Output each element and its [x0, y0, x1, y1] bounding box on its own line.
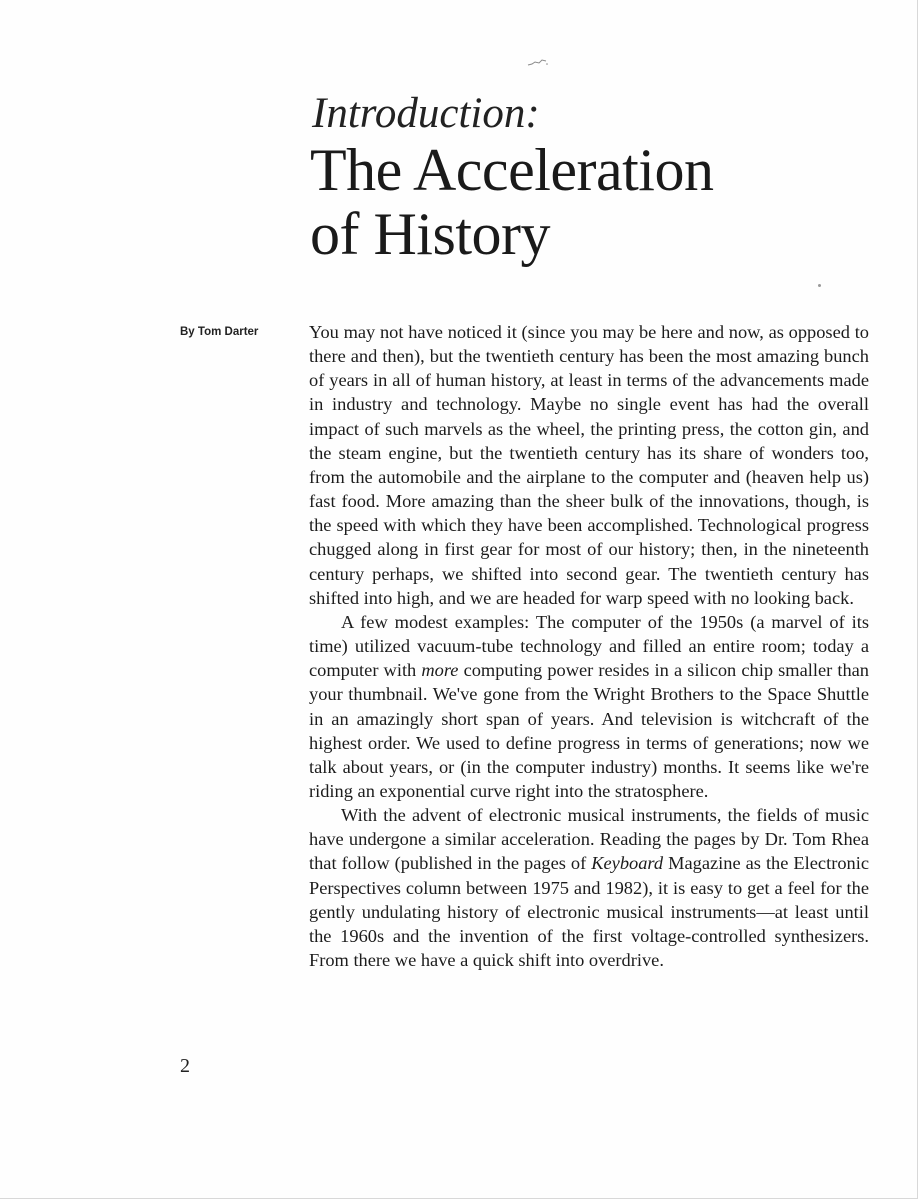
emphasis-keyboard: Keyboard	[591, 853, 664, 874]
page-number: 2	[180, 1055, 190, 1077]
paragraph-1: You may not have noticed it (since you may be here and now, as opposed to there and then), but the twentieth century has been the most amazing bunch of years in all of human history, at least in terms of the advancements made in industry and technology. Maybe no single event has had the overall impact of such marvels as the wheel, the printing press, the cotton gin, and the steam engine, but the twentieth century has its share of wonders too, from the automobile and the airplane to the computer and (heaven help us) fast food. More amazing than the sheer bulk of the innovations, though, is the speed with which they have been accomplished. Technological progress chugged along in first gear for most of our history; then, in the nineteenth century perhaps, we shifted into second gear. The twentieth century has shifted into high, and we are headed for warp speed with no looking back.	[309, 322, 869, 608]
paragraph-2: A few modest examples: The computer of the 1950s (a marvel of its time) utilized vacuum-tube technology and filled an entire room; today a computer with more computing power resides in a silicon chip smaller than your thumbnail. We've gone from the Wright Brothers to the Space Shuttle in an amazingly short span of years. And television is witchcraft of the highest order. We used to define progress in terms of generations; now we talk about years, or (in the computer industry) months. It seems like we're riding an exponential curve right into the stratosphere.	[309, 611, 869, 801]
article-body	[309, 320, 869, 972]
title-kicker: Introduction:	[312, 90, 540, 137]
emphasis-more: more	[421, 660, 459, 681]
print-dust-dot	[818, 284, 821, 287]
author-byline: By Tom Darter	[180, 326, 259, 338]
paragraph-3: With the advent of electronic musical instruments, the fields of music have undergone a similar acceleration. Reading the pages by Dr. Tom Rhea that follow (published in the pages of Keyboard Magazine as the Electronic Perspectives column between 1975 and 1982), it is easy to get a feel for the gently undulating history of electronic musical instruments—at least until the 1960s and the invention of the first voltage-controlled synthesizers. From there we have a quick shift into overdrive.	[309, 805, 869, 971]
title-line-2: of History	[310, 201, 550, 267]
print-speck-mark	[527, 58, 549, 68]
title-line-1: The Acceleration	[310, 137, 714, 203]
page-title	[310, 138, 713, 266]
